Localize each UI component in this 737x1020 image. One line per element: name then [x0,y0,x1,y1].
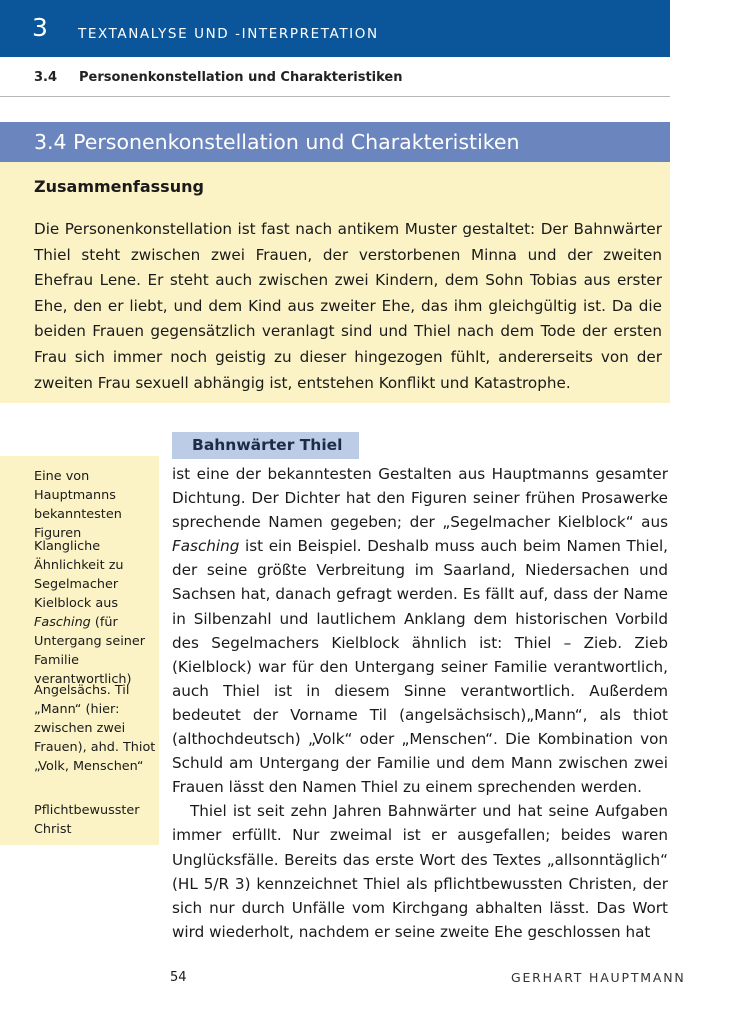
margin-note: Angelsächs. Til „Mann“ (hier: zwischen zwei Frauen), ahd. Thiot „Volk, Menschen“ [34,683,156,774]
margin-note: Pflichtbewusster Christ [34,803,140,837]
summary-heading: Zusammenfassung [34,177,204,196]
summary-text: Die Personenkonstellation ist fast nach antikem Muster gestaltet: Der Bahnwärter Thiel steht zwischen zwei Frauen, der verstorbenen Minna und der zweiten Ehefrau Lene. Er steht auch zwischen zwei Kindern, dem Sohn Tobias aus erster Ehe, den er liebt, und dem Kind aus zweiter Ehe, das ihm gleichgültig ist. Da die beiden Frauen gegensätzlich veranlagt sind und Thiel nach dem Tode der ersten Frau sich immer noch geistig zu dieser hingezogen fühlt, andererseits von der zweiten Frau sexuell abhängig ist, entstehen Konflikt und Katastrophe. [34,220,662,392]
body-text-run: ist ein Beispiel. Deshalb muss auch beim Namen Thiel, der seine größte Verbreitung im Saarland, Niedersachen und Sachsen hat, danach gefragt werden. Es fällt auf, dass der Name in Silbenzahl und lautlichem Anklang dem historischen Vorbild des Segelmachers Kielblock ähnlich ist: Thiel – Zieb. Zieb (Kielblock) war für den Untergang seiner Familie verantwortlich, auch Thiel ist in diesem Sinne verantwortlich. Außerdem bedeutet der Vorname Til (angelsächsisch)„Mann“, als thiot (althochdeutsch) „Volk“ oder „Menschen“. Die Kombination von Schuld am Untergang der Familie und dem Mann zwischen zwei Frauen lässt den Namen Thiel zu einem sprechenden werden. [172,537,668,797]
chapter-title: TEXTANALYSE UND -INTERPRETATION [78,26,379,42]
body-text [172,462,668,944]
subsection-label-text: Bahnwärter Thiel [192,436,343,454]
margin-note-text: Klangliche Ähnlichkeit zu Segelmacher Kielblock aus [34,539,124,611]
margin-notes-column [0,456,159,845]
margin-note [34,537,158,689]
body-paragraph [172,462,668,799]
running-section-title: Personenkonstellation und Charakteristiken [79,70,403,85]
subsection-label [172,432,359,459]
header-divider [0,96,670,97]
margin-note-work-title: Fasching [34,615,91,630]
running-section-number: 3.4 [34,70,58,85]
summary-box [0,162,670,403]
chapter-header-bar [0,0,670,57]
section-banner-title: 3.4 Personenkonstellation und Charakteristiken [34,130,520,154]
body-paragraph: Thiel ist seit zehn Jahren Bahnwärter und hat seine Aufgaben immer erfüllt. Nur zweimal ist er ausgefallen; beides waren Unglücksfälle. Bereits das erste Wort des Textes „allsonntäglich“ (HL 5/R 3) kennzeichnet Thiel als pflichtbewussten Christen, der sich nur durch Unfälle vom Kirchgang abhalten lässt. Das Wort wird wiederholt, nachdem er seine zweite Ehe geschlossen hat [172,802,668,941]
body-text-run: ist eine der bekanntesten Gestalten aus Hauptmanns gesamter Dichtung. Der Dichter hat den Figuren seiner frühen Prosawerke sprechende Namen gegeben; der „Segelmacher Kielblock“ aus [172,465,668,532]
running-section-header [34,70,402,85]
section-banner [0,122,670,162]
footer-author: GERHART HAUPTMANN [511,970,686,985]
body-work-title: Fasching [172,537,240,556]
page-number: 54 [170,970,187,985]
chapter-number: 3 [32,13,48,42]
margin-note: Eine von Hauptmanns bekanntesten Figuren [34,469,122,541]
margin-note-text: (für Untergang seiner Familie verantwortlich) [34,615,146,687]
